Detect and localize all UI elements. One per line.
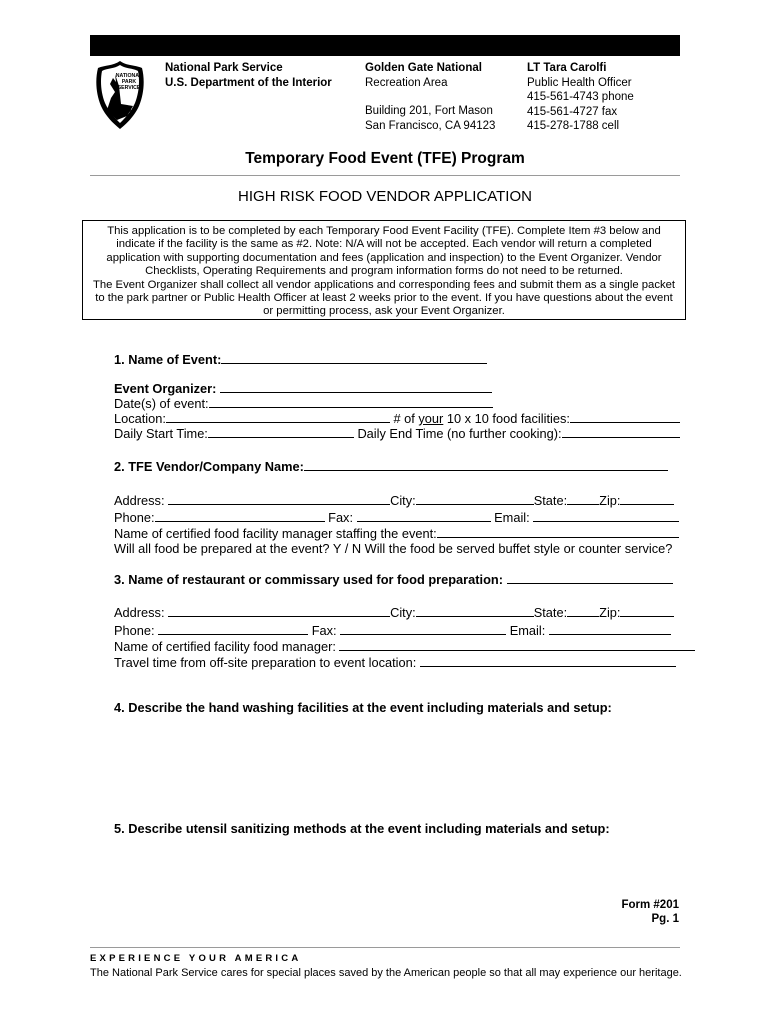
park-subtitle: Recreation Area [365,76,448,89]
commissary-label: 3. Name of restaurant or commissary used for food preparation: [114,572,503,587]
event-dates-field[interactable] [209,396,493,408]
event-organizer-field[interactable] [220,381,492,393]
page-number: Pg. 1 [651,913,679,925]
title-divider [90,175,680,176]
commissary-phone-field[interactable] [158,623,308,635]
nps-arrowhead-icon [93,60,147,130]
footer-heading: EXPERIENCE YOUR AMERICA [90,953,302,964]
vendor-email-label: Email: [494,510,530,525]
vendor-city-label: City: [390,493,416,508]
vendor-zip-label: Zip: [599,493,621,508]
location-label: Location: [114,411,166,426]
commissary-fax-label: Fax: [311,623,337,638]
vendor-fax-field[interactable] [357,510,491,522]
daily-start-field[interactable] [208,426,354,438]
travel-time-row [114,655,676,670]
instructions-line: application with supporting documentation and fees (application and inspection) to the Event Organizer. Vendor [106,251,662,264]
instructions-line: indicate if the facility is the same as #2. Note: N/A will not be accepted. Each vendor will return a completed [116,238,652,251]
handwashing-answer-area[interactable] [114,720,680,810]
commissary-address-field[interactable] [168,605,390,617]
logo-text-national: NATIONAL [115,73,143,79]
instructions-line: The Event Organizer shall collect all vendor applications and corresponding fees and submit them as a single packet [92,278,676,291]
vendor-contact-row [114,510,679,525]
commissary-row [114,572,673,587]
vendor-name-field[interactable] [304,459,668,471]
instructions-box [82,220,686,320]
commissary-city-field[interactable] [416,605,534,617]
vendor-address-field[interactable] [168,493,390,505]
commissary-manager-label: Name of certified facility food manager: [114,639,336,654]
vendor-fax-label: Fax: [328,510,354,525]
contact-title: Public Health Officer [527,76,632,89]
vendor-name-row [114,459,668,474]
vendor-state-label: State: [533,493,568,508]
park-address-line1: Building 201, Fort Mason [365,105,493,117]
sanitizing-answer-area[interactable] [114,841,680,891]
vendor-prep-question: Will all food be prepared at the event? Y / N Will the food be served buffet style or counter service? [114,541,673,556]
num-facilities-label-your: your [418,411,444,426]
commissary-email-field[interactable] [549,623,671,635]
footer-divider [90,947,680,948]
agency-department: U.S. Department of the Interior [165,76,332,89]
commissary-fax-field[interactable] [340,623,506,635]
page-title: Temporary Food Event (TFE) Program [245,150,525,167]
handwashing-heading: 4. Describe the hand washing facilities at the event including materials and setup: [114,700,612,715]
sanitizing-heading: 5. Describe utensil sanitizing methods at the event including materials and setup: [114,821,610,836]
commissary-zip-label: Zip: [599,605,621,620]
logo-text-park: PARK [121,79,137,85]
travel-time-label: Travel time from off-site preparation to event location: [114,655,417,670]
num-facilities-label-pre: # of [393,411,419,426]
page-subtitle: HIGH RISK FOOD VENDOR APPLICATION [238,188,532,205]
vendor-zip-field[interactable] [620,493,674,505]
instructions-line: Checklists, Operating Requirements and program information forms do not need to be returned. [145,265,623,278]
location-row [114,411,680,426]
commissary-state-field[interactable] [567,605,599,617]
commissary-state-label: State: [533,605,568,620]
instructions-line: or permitting process, ask your Event Organizer. [263,305,505,318]
vendor-state-field[interactable] [567,493,599,505]
vendor-manager-label: Name of certified food facility manager staffing the event: [114,526,437,541]
daily-end-label: Daily End Time (no further cooking): [357,426,562,441]
event-name-label: 1. Name of Event: [114,352,222,367]
contact-fax: 415-561-4727 fax [527,105,618,118]
commissary-contact-row [114,623,671,638]
event-name-row [114,352,487,367]
contact-phone: 415-561-4743 phone [527,91,634,103]
daily-times-row [114,426,680,441]
event-dates-label: Date(s) of event: [114,396,209,411]
vendor-email-field[interactable] [533,510,679,522]
instructions-line: to the park partner or Public Health Officer at least 2 weeks prior to the event. If you have questions about the event [95,292,673,305]
vendor-city-field[interactable] [416,493,534,505]
instructions-line: This application is to be completed by each Temporary Food Event Facility (TFE). Complete Item #3 below and [107,225,661,237]
event-dates-row [114,396,493,411]
vendor-address-label: Address: [114,493,165,508]
agency-block [165,61,332,90]
contact-block [527,61,634,134]
agency-name: National Park Service [165,62,283,74]
event-name-field[interactable] [221,352,487,364]
form-number: Form #201 [621,899,679,911]
vendor-manager-row [114,526,679,541]
header-bar [90,35,680,56]
commissary-manager-field[interactable] [339,639,695,651]
num-facilities-field[interactable] [570,411,680,423]
park-block [365,61,495,133]
commissary-phone-label: Phone: [114,623,155,638]
travel-time-field[interactable] [420,655,676,667]
commissary-address-label: Address: [114,605,165,620]
vendor-phone-label: Phone: [114,510,155,525]
commissary-email-label: Email: [509,623,546,638]
park-address-line2: San Francisco, CA 94123 [365,119,496,132]
vendor-name-label: 2. TFE Vendor/Company Name: [114,459,304,474]
park-name: Golden Gate National [365,62,482,74]
location-field[interactable] [166,411,390,423]
contact-cell: 415-278-1788 cell [527,120,620,132]
daily-end-field[interactable] [562,426,680,438]
commissary-field[interactable] [507,572,673,584]
daily-start-label: Daily Start Time: [114,426,208,441]
vendor-phone-field[interactable] [155,510,325,522]
contact-name: LT Tara Carolfi [527,62,607,74]
commissary-zip-field[interactable] [620,605,674,617]
event-organizer-label: Event Organizer: [114,381,217,396]
commissary-address-row [114,605,674,620]
num-facilities-label-post: 10 x 10 food facilities: [443,411,570,426]
commissary-city-label: City: [390,605,416,620]
vendor-manager-field[interactable] [437,526,679,538]
event-organizer-row [114,381,492,396]
form-number-block [621,898,679,926]
footer-text: The National Park Service cares for special places saved by the American people so that all may experience our heritage. [90,967,682,979]
logo-text-service: SERVICE [117,85,141,91]
commissary-manager-row [114,639,695,654]
vendor-address-row [114,493,674,508]
